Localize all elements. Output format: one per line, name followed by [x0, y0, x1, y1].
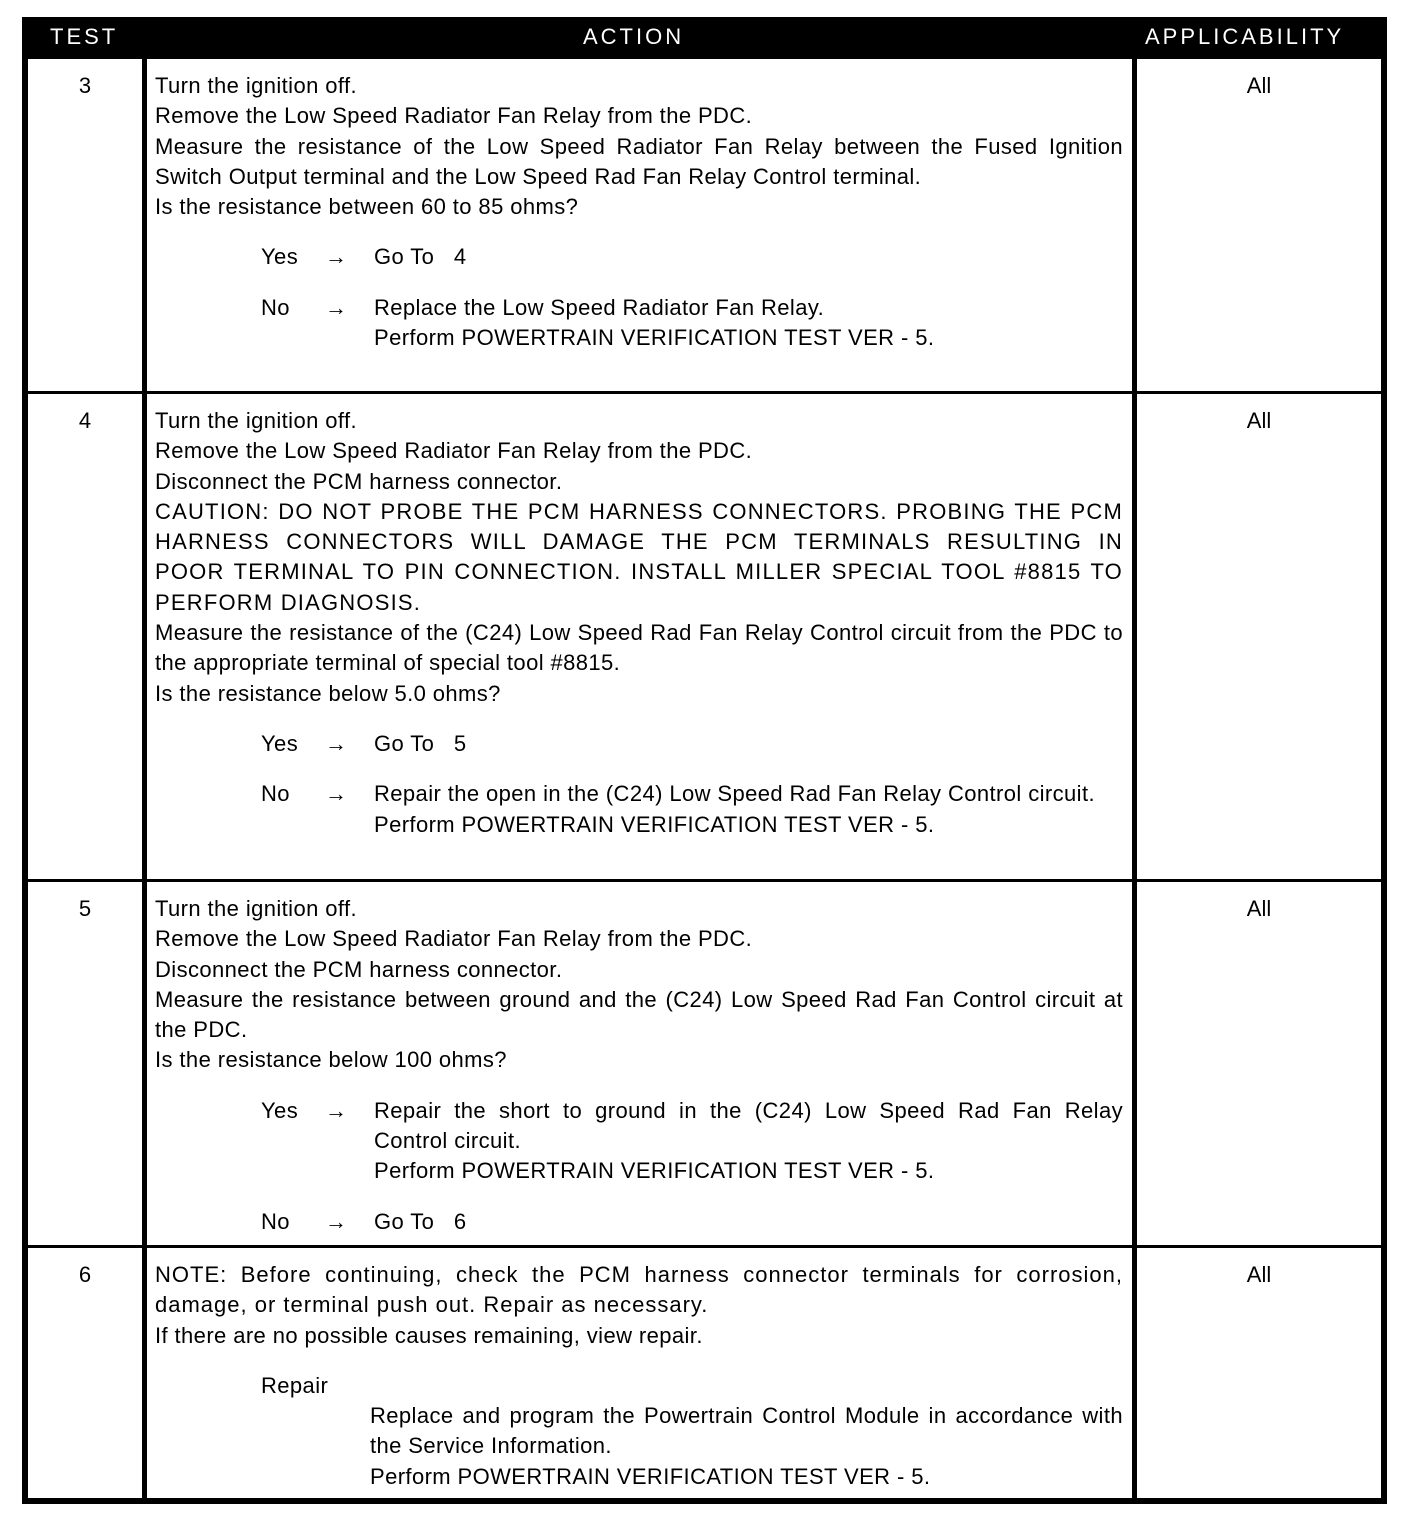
table-row [28, 1248, 1381, 1498]
arrow-icon: → [325, 1208, 348, 1234]
applicability-value: All [1246, 1262, 1272, 1287]
no-result: Perform POWERTRAIN VERIFICATION TEST VER - 5. [374, 811, 935, 837]
action-line: Turn the ignition off. [155, 408, 358, 433]
arrow-icon: → [325, 781, 348, 807]
note-text: NOTE: Before continuing, check the PCM harness connector terminals for corrosion, damage, or terminal push out. Repair as necessary. [155, 1262, 1123, 1318]
no-result: Repair the open in the (C24) Low Speed Rad Fan Relay Control circuit. [374, 781, 1095, 807]
test-number: 4 [78, 408, 92, 433]
yes-result: Go To 5 [374, 730, 467, 756]
arrow-icon: → [325, 244, 348, 270]
table-header [22, 17, 1387, 56]
action-line: Measure the resistance between ground and the (C24) Low Speed Rad Fan Control circuit at the PDC. [155, 986, 1123, 1043]
test-number: 5 [78, 896, 92, 921]
applicability-value: All [1246, 896, 1272, 921]
diagnostic-table [22, 17, 1387, 1504]
action-text [155, 1260, 1123, 1492]
caution-text: CAUTION: DO NOT PROBE THE PCM HARNESS CONNECTORS. PROBING THE PCM HARNESS CONNECTORS WILL DAMAGE THE PCM TERMINALS RESULTING IN POOR TERMINAL TO PIN CONNECTION. INSTALL MILLER SPECIAL TOOL #8815 TO PERFORM DIAGNOSIS. [155, 498, 1123, 615]
yes-result: Go To 4 [374, 244, 467, 270]
repair-text: Perform POWERTRAIN VERIFICATION TEST VER - 5. [370, 1463, 931, 1489]
action-line: Remove the Low Speed Radiator Fan Relay from the PDC. [155, 926, 753, 952]
header-test: TEST [50, 24, 119, 49]
no-branch [155, 1207, 1123, 1237]
action-line: Turn the ignition off. [155, 896, 358, 921]
table-row [28, 59, 1381, 391]
applicability-value: All [1246, 73, 1272, 98]
applicability-value: All [1246, 408, 1272, 433]
no-result: Go To 6 [374, 1208, 467, 1234]
no-branch [155, 293, 1123, 354]
action-line: Is the resistance below 100 ohms? [155, 1047, 507, 1073]
action-line: Is the resistance below 5.0 ohms? [155, 680, 501, 706]
yes-label: Yes [261, 1097, 299, 1123]
action-line: If there are no possible causes remaining, view repair. [155, 1322, 703, 1348]
repair-label: Repair [261, 1372, 329, 1398]
action-text [155, 894, 1123, 1237]
table-row [28, 394, 1381, 879]
header-applicability: APPLICABILITY [1145, 24, 1345, 49]
no-result: Perform POWERTRAIN VERIFICATION TEST VER - 5. [374, 325, 935, 351]
action-text [155, 71, 1123, 353]
arrow-icon: → [325, 1097, 348, 1123]
yes-result: Perform POWERTRAIN VERIFICATION TEST VER - 5. [374, 1158, 935, 1184]
action-line: Measure the resistance of the Low Speed Radiator Fan Relay between the Fused Ignition Switch Output terminal and the Low Speed Rad Fan Relay Control terminal. [155, 133, 1123, 189]
header-action: ACTION [583, 24, 685, 49]
action-line: Disconnect the PCM harness connector. [155, 956, 563, 982]
no-label: No [261, 1208, 290, 1234]
action-line: Is the resistance between 60 to 85 ohms? [155, 194, 579, 220]
action-line: Disconnect the PCM harness connector. [155, 468, 563, 494]
no-label: No [261, 294, 290, 320]
test-number: 3 [78, 73, 92, 98]
action-line: Turn the ignition off. [155, 73, 358, 98]
yes-label: Yes [261, 244, 299, 270]
yes-branch [155, 729, 1123, 759]
no-label: No [261, 781, 290, 807]
no-result: Replace the Low Speed Radiator Fan Relay. [374, 294, 825, 320]
action-text [155, 406, 1123, 840]
yes-result: Repair the short to ground in the (C24) Low Speed Rad Fan Relay Control circuit. [374, 1097, 1123, 1154]
action-line: Measure the resistance of the (C24) Low Speed Rad Fan Relay Control circuit from the PDC to the appropriate terminal of special tool #8815. [155, 620, 1123, 676]
table-row [28, 882, 1381, 1245]
yes-branch [155, 242, 1123, 272]
repair-block [155, 1371, 1123, 1492]
test-number: 6 [78, 1262, 92, 1287]
action-line: Remove the Low Speed Radiator Fan Relay from the PDC. [155, 438, 753, 464]
no-branch [155, 779, 1123, 840]
yes-branch [155, 1096, 1123, 1187]
repair-text: Replace and program the Powertrain Control Module in accordance with the Service Information. [370, 1403, 1123, 1459]
arrow-icon: → [325, 730, 348, 756]
action-line: Remove the Low Speed Radiator Fan Relay from the PDC. [155, 103, 753, 129]
yes-label: Yes [261, 730, 299, 756]
arrow-icon: → [325, 294, 348, 320]
